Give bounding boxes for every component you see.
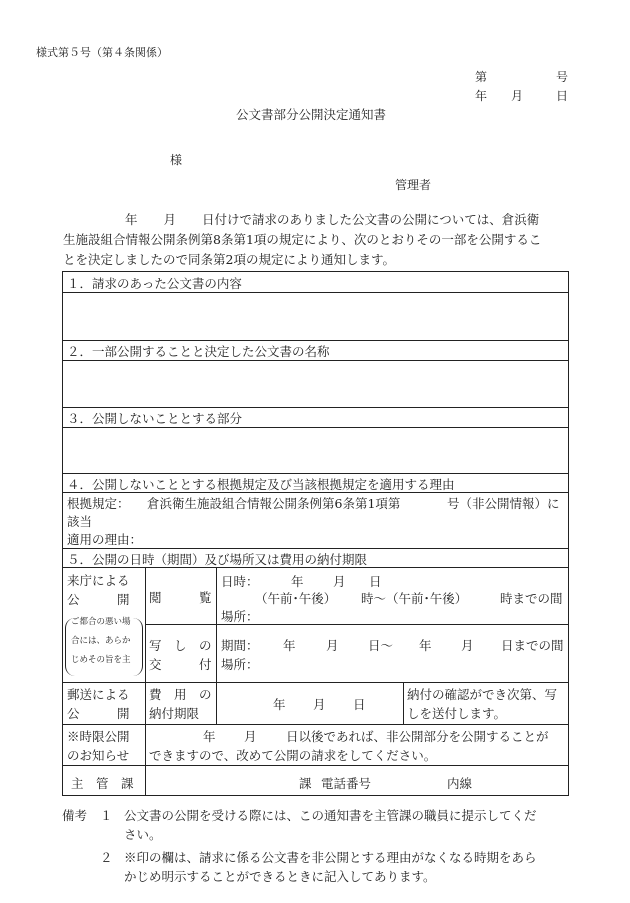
fee-day: 日 xyxy=(353,697,366,712)
page-title: 公文書部分公開決定通知書 xyxy=(236,107,387,122)
view-month: 月 xyxy=(333,574,346,589)
fee-month: 月 xyxy=(313,697,326,712)
view-year: 年 xyxy=(291,574,304,589)
dept-ext: 内線 xyxy=(447,776,473,791)
remark-2-line1: ※印の欄は、請求に係る公文書を非公開とする理由がなくなる時期をあら xyxy=(124,850,537,865)
copy-day: 日～ xyxy=(368,638,394,653)
issue-day: 日 xyxy=(555,89,568,103)
remark-1-line1: 公文書の公開を受ける際には、この通知書を主管課の職員に提示してくだ xyxy=(124,808,537,823)
payment-notice-1: 納付の確認ができ次第、写 xyxy=(407,687,558,702)
copy-label-1: 写 し の xyxy=(149,638,212,653)
remark-1-line2: さい。 xyxy=(124,827,162,842)
form-number: 様式第５号（第４条関係） xyxy=(36,46,168,59)
intro-line1: 日付けで請求のありました公文書の公開については、倉浜衛 xyxy=(202,212,540,227)
issue-month: 月 xyxy=(511,89,524,103)
section-5-label: ５．公開の日時（期間）及び場所又は費用の納付期限 xyxy=(67,552,368,567)
view-from: 時～（午前･午後） xyxy=(361,591,468,606)
section-4-label: ４．公開しないこととする根拠規定及び当該根拠規定を適用する理由 xyxy=(67,477,455,492)
remark-2-line2: かじめ明示することができるときに記入してあります。 xyxy=(124,869,436,884)
copy-until: 日までの間 xyxy=(501,638,564,653)
copy-month2: 月 xyxy=(461,638,474,653)
copy-period-label: 期間： xyxy=(221,638,259,653)
doc-no-left: 第 xyxy=(475,70,488,84)
copy-year: 年 xyxy=(283,638,296,653)
copy-place: 場所： xyxy=(221,657,259,672)
timelimit-label-2: のお知らせ xyxy=(67,748,130,763)
visit-note-1: ご都合の悪い場 xyxy=(71,617,131,627)
view-place: 場所： xyxy=(221,609,259,624)
timelimit-label-1: ※時限公開 xyxy=(67,729,130,744)
intro-month: 月 xyxy=(163,212,177,227)
document-number xyxy=(475,68,568,85)
basis-text: 倉浜衛生施設組合情報公開条例第6条第1項第 xyxy=(147,496,401,511)
timelimit-month: 月 xyxy=(244,729,257,744)
dept-label: 主 管 課 xyxy=(71,776,134,791)
remark-2-number: ２ xyxy=(100,850,113,865)
issue-year: 年 xyxy=(475,89,488,103)
payment-notice-2: しを送付します。 xyxy=(407,706,507,721)
timelimit-year: 年 xyxy=(203,729,216,744)
notice-table xyxy=(62,271,569,796)
copy-label-2: 交 付 xyxy=(149,657,212,672)
basis-continued: 該当 xyxy=(67,514,93,529)
section-2-label: ２．一部公開することと決定した公文書の名称 xyxy=(67,344,330,359)
intro-paragraph xyxy=(63,210,569,270)
fee-label-1: 費 用 の xyxy=(149,687,212,702)
view-label: 閲 覧 xyxy=(149,590,212,605)
mail-label-1: 郵送による xyxy=(67,687,130,702)
view-time-label: 日時： xyxy=(221,574,259,589)
visit-note-3: じめその旨を主 xyxy=(71,655,131,665)
mail-label-2: 公 開 xyxy=(67,706,130,721)
addressee: 様 xyxy=(170,153,183,167)
section-3-label: ３．公開しないこととする部分 xyxy=(67,411,243,426)
visit-note-2: 合には、あらか xyxy=(71,636,131,646)
visit-label-2: 公 開 xyxy=(67,592,130,607)
remark-1-number: １ xyxy=(100,808,113,823)
fee-year: 年 xyxy=(273,697,286,712)
remarks-label: 備考 xyxy=(62,808,88,823)
view-ampm: （午前･午後） xyxy=(255,591,337,606)
copy-month: 月 xyxy=(326,638,339,653)
basis-label: 根拠規定： xyxy=(67,496,130,511)
visit-label-1: 来庁による xyxy=(67,573,130,588)
intro-line2: 生施設組合情報公開条例第8条第1項の規定により、次のとおりその一部を公開するこ xyxy=(63,232,542,247)
reason-label: 適用の理由： xyxy=(67,532,143,547)
dept-ka: 課 xyxy=(299,776,312,791)
intro-year: 年 xyxy=(125,212,138,227)
timelimit-line1: 日以後であれば、非公開部分を公開することが xyxy=(286,729,549,744)
sender: 管理者 xyxy=(395,178,432,192)
fee-label-2: 納付期限 xyxy=(149,706,200,721)
view-day: 日 xyxy=(369,574,382,589)
intro-line3: とを決定しましたので同条第2項の規定により通知します。 xyxy=(63,252,395,267)
basis-number: 号（非公開情報）に xyxy=(447,496,560,511)
doc-no-right: 号 xyxy=(555,70,568,84)
view-until: 時までの間 xyxy=(500,591,563,606)
issue-date xyxy=(475,87,568,104)
section-1-label: １．請求のあった公文書の内容 xyxy=(67,276,242,291)
dept-tel: 電話番号 xyxy=(321,776,372,791)
timelimit-line2: できますので、改めて公開の請求をしてください。 xyxy=(149,748,437,763)
copy-year2: 年 xyxy=(419,638,432,653)
